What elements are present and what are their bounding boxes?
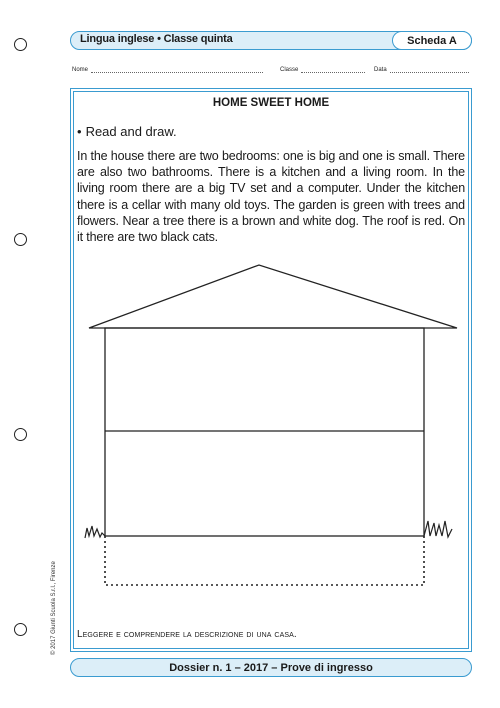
house-roof	[89, 265, 457, 328]
binder-hole-upper	[14, 233, 27, 246]
class-dotted-line	[301, 66, 365, 73]
class-field	[280, 66, 365, 73]
class-label: Classe	[280, 67, 299, 73]
worksheet-title: HOME SWEET HOME	[212, 97, 330, 109]
copyright-text: © 2017 Giunti Scuola S.r.l., Firenze	[51, 561, 57, 655]
cellar-outline	[105, 536, 424, 585]
header-title: Lingua inglese • Classe quinta	[80, 33, 233, 45]
binder-hole-bottom	[14, 623, 27, 636]
instruction-text: Read and draw.	[85, 124, 177, 139]
footer-bar: Dossier n. 1 – 2017 – Prove di ingresso	[70, 658, 472, 677]
instruction	[77, 124, 177, 139]
date-label: Data	[374, 67, 387, 73]
date-field	[374, 66, 469, 73]
caption: Leggere e comprendere la descrizione di una casa.	[77, 629, 297, 640]
name-field	[72, 66, 263, 73]
scheda-tab: Scheda A	[392, 31, 472, 50]
binder-hole-lower	[14, 428, 27, 441]
grass-right	[424, 521, 452, 537]
grass-left	[85, 526, 105, 538]
date-dotted-line	[390, 66, 469, 73]
name-dotted-line	[91, 66, 263, 73]
reading-paragraph: In the house there are two bedrooms: one is big and one is small. There are also two bathrooms. There is a kitchen and a living room. In the living room there are a big TV set and a computer. Under the kitchen there is a cellar with many old toys. The garden is green with trees and flowers. Near a tree there is a brown and white dog. The roof is red. On it there are two black cats.	[77, 149, 465, 245]
house-drawing	[73, 255, 469, 595]
name-label: Nome	[72, 67, 89, 73]
binder-hole-top	[14, 38, 27, 51]
bullet-icon: •	[77, 124, 82, 139]
house-walls	[105, 328, 424, 536]
